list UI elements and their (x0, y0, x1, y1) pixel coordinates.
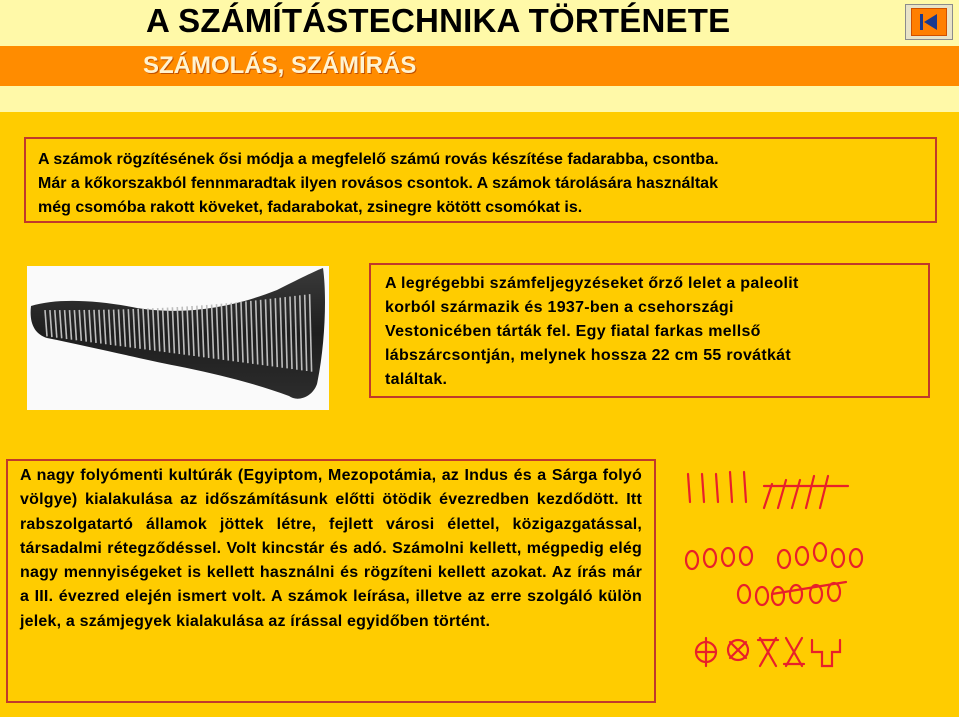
bone-description-box (369, 263, 930, 398)
wolf-bone-photo (27, 266, 329, 410)
numeral-glyphs (696, 638, 840, 666)
pebble-circles-row-1 (686, 543, 862, 569)
page-title: A SZÁMÍTÁSTECHNIKA TÖRTÉNETE (146, 2, 731, 39)
tally-marks (688, 472, 848, 508)
intro-line: még csomóba rakott köveket, fadarabokat, zsinegre kötött csomókat is. (38, 199, 583, 216)
back-to-start-button[interactable] (905, 4, 953, 40)
river-cultures-box (6, 459, 656, 703)
river-cultures-text: A nagy folyómenti kultúrák (Egyiptom, Mezopotámia, az Indus és a Sárga folyó völgye) kialakulása az időszámításunk előtti ötödik évezredben kezdődött. Itt rabszolgatartó államok jöttek létre, fejlett városi élettel, közigazgatással, társadalmi rétegződéssel. Volt kincstár és adó. Számolni kellett, mégpedig elég nagy mennyiségeket is kellett használni és rögzíteni kellett azokat. Az írás már a III. évezred elején ismert volt. A számok leírása, illetve az erre szolgáló külön jelek, a számjegyek kialakulása az írással egyidőben történt. (20, 467, 642, 630)
intro-line: Már a kőkorszakból fennmaradtak ilyen rovásos csontok. A számok tárolására használtak (38, 175, 718, 192)
ancient-number-symbols (672, 462, 868, 684)
bone-line: A legrégebbi számfeljegyzéseket őrző lelet a paleolit (385, 275, 799, 292)
subtitle-bar (0, 46, 959, 86)
intro-line: A számok rögzítésének ősi módja a megfelelő számú rovás készítése fadarabba, csontba. (38, 151, 719, 168)
skip-back-icon (911, 8, 947, 36)
bone-line: találtak. (385, 371, 448, 388)
pebble-circles-row-2 (738, 582, 846, 605)
bone-line: Vestonicében tárták fel. Egy fiatal farkas mellső (385, 323, 761, 340)
bone-line: korból származik és 1937-ben a csehországi (385, 299, 734, 316)
page-subtitle: SZÁMOLÁS, SZÁMÍRÁS (143, 52, 417, 79)
intro-text-box (24, 137, 937, 223)
bone-line: lábszárcsontján, melynek hossza 22 cm 55 rovátkát (385, 347, 791, 364)
